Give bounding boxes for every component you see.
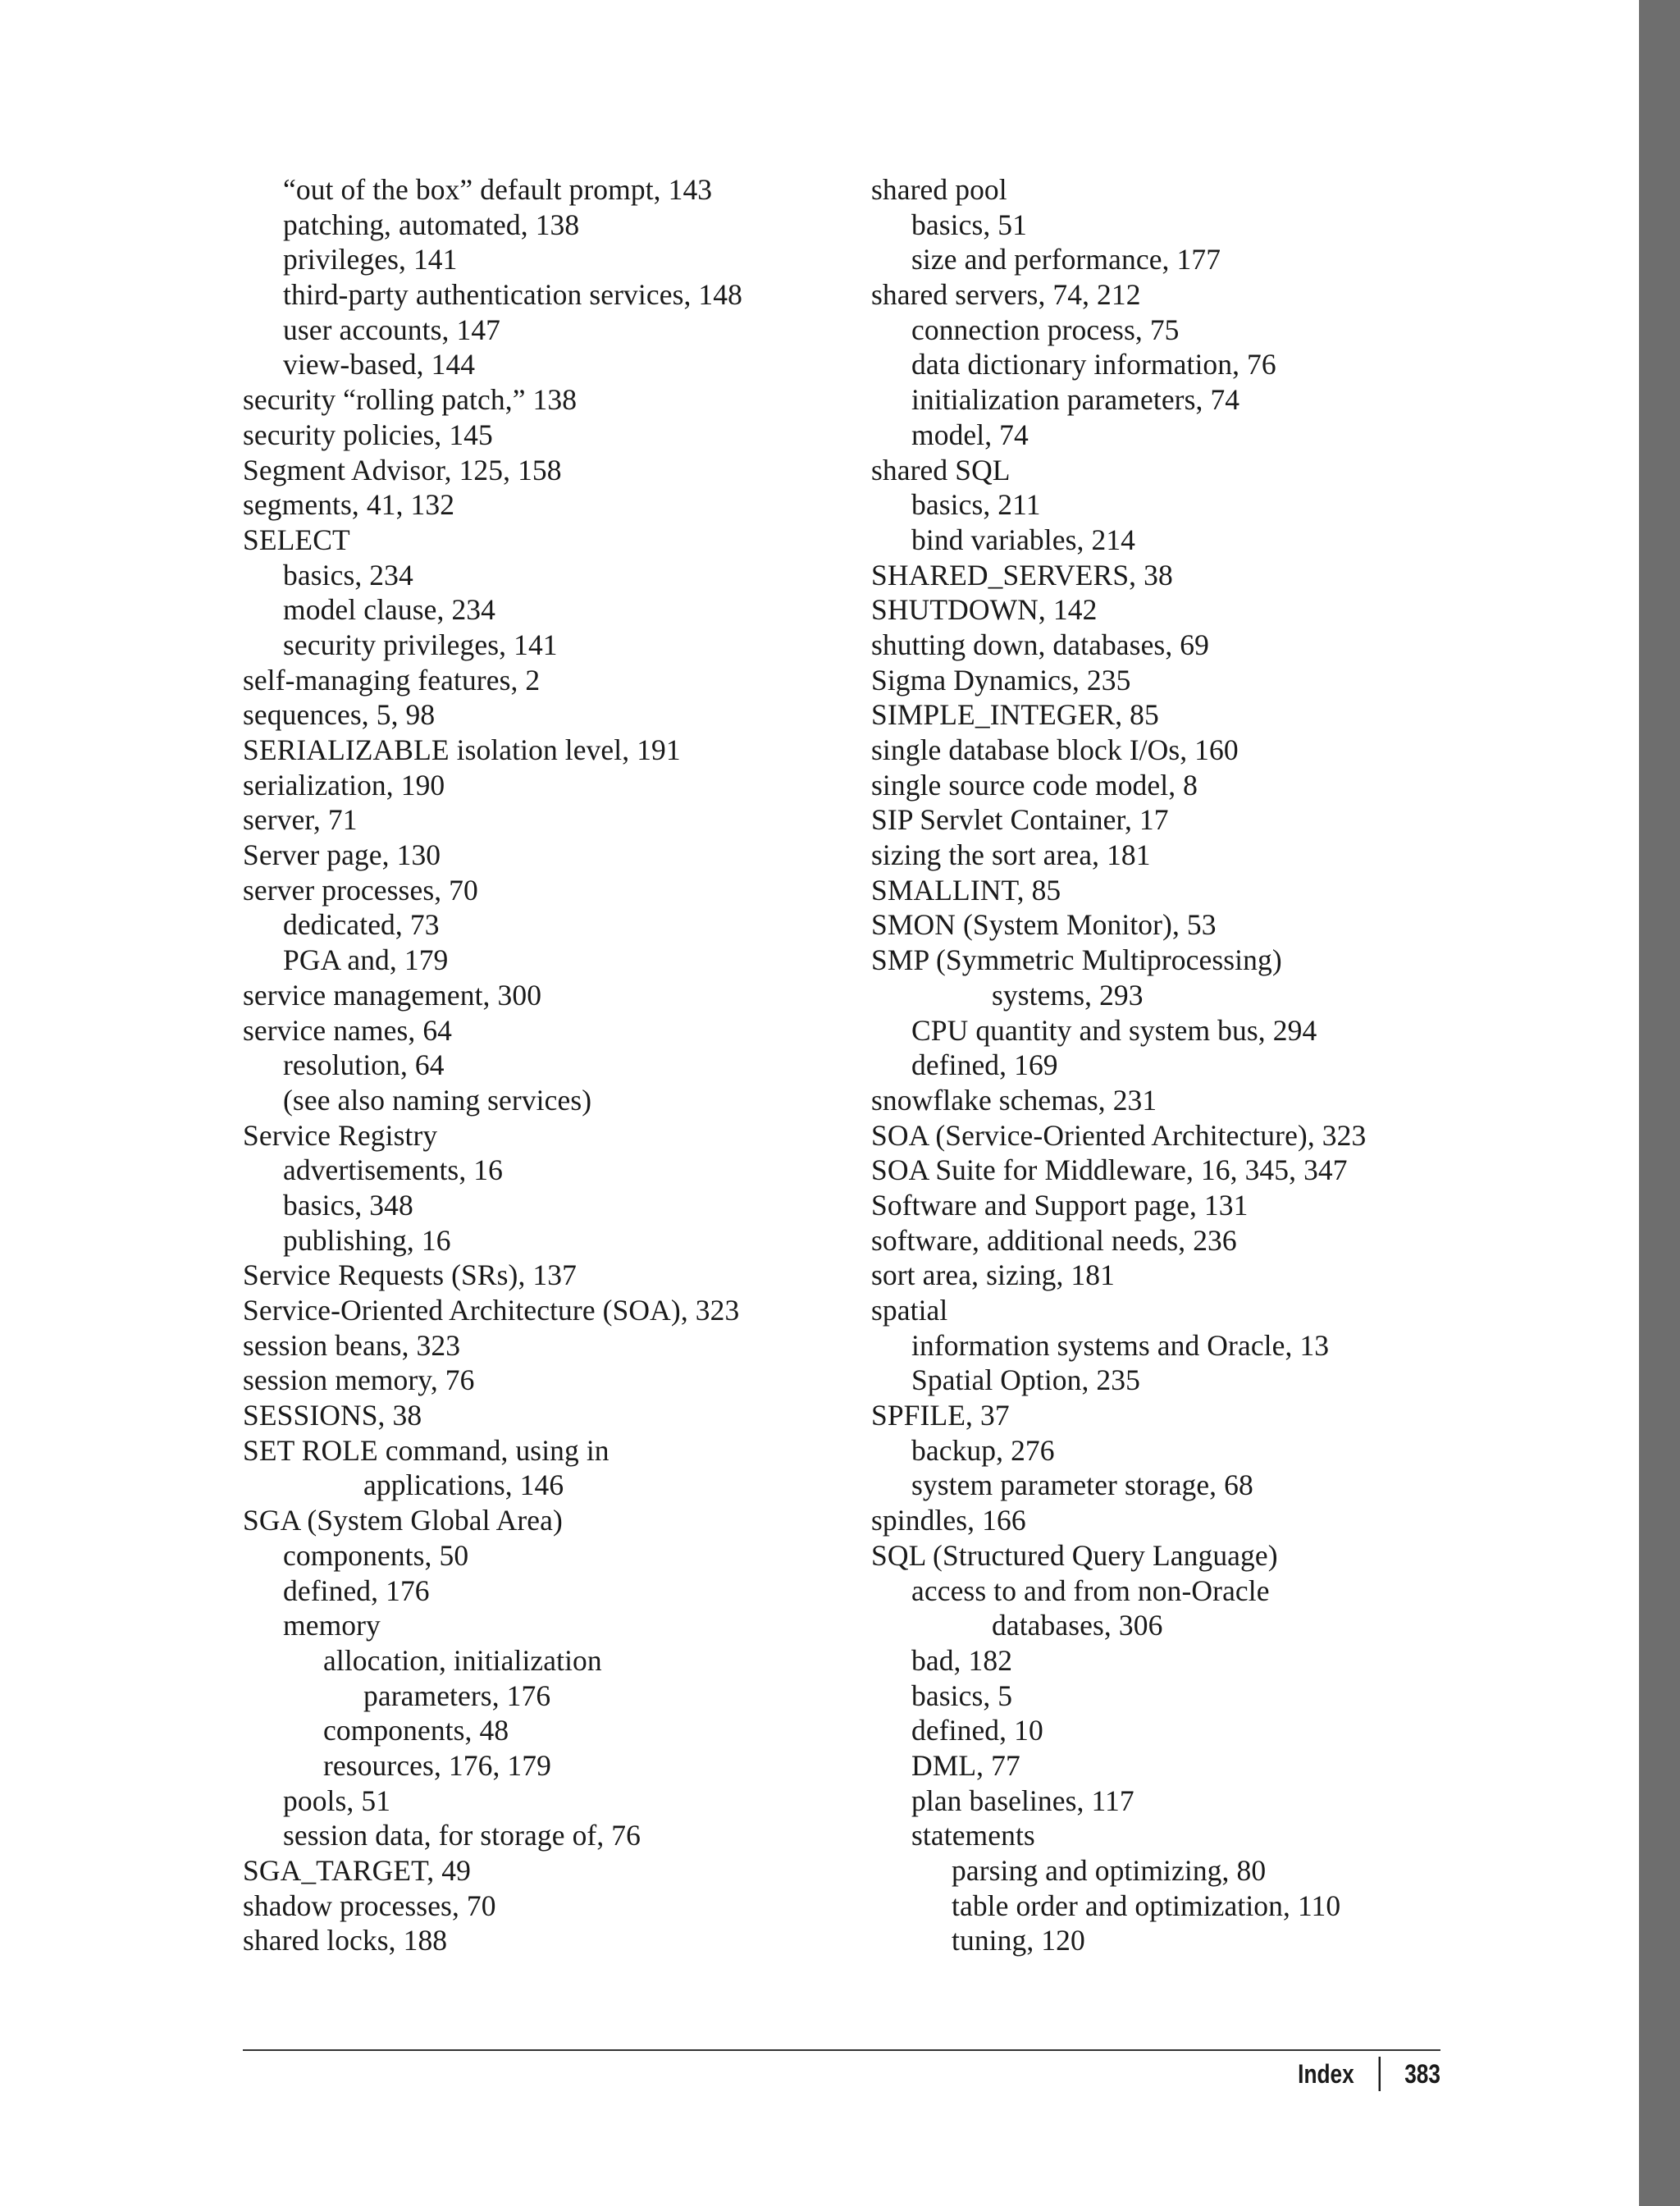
footer-section-label: Index xyxy=(1298,2058,1354,2089)
index-entry: SHARED_SERVERS, 38 xyxy=(871,558,1173,591)
index-entry: spindles, 166 xyxy=(871,1504,1026,1537)
index-entry: Server page, 130 xyxy=(243,838,441,872)
footer-rule xyxy=(243,2049,1440,2051)
index-entry: pools, 51 xyxy=(283,1784,391,1817)
index-entry: bad, 182 xyxy=(911,1643,1013,1677)
index-entry: sort area, sizing, 181 xyxy=(871,1258,1115,1292)
index-entry: shared locks, 188 xyxy=(243,1924,448,1957)
index-entry: sizing the sort area, 181 xyxy=(871,838,1151,872)
index-entry: applications, 146 xyxy=(363,1468,564,1502)
index-entry: Sigma Dynamics, 235 xyxy=(871,663,1131,697)
index-entry: (see also naming services) xyxy=(283,1083,592,1117)
index-entry: SGA_TARGET, 49 xyxy=(243,1854,471,1887)
index-entry: statements xyxy=(911,1819,1035,1852)
index-entry: service names, 64 xyxy=(243,1013,453,1047)
index-entry: information systems and Oracle, 13 xyxy=(911,1328,1330,1362)
index-entry: shared SQL xyxy=(871,453,1011,486)
index-entry: server processes, 70 xyxy=(243,873,478,907)
index-entry: SESSIONS, 38 xyxy=(243,1399,422,1432)
index-entry: Software and Support page, 131 xyxy=(871,1188,1249,1222)
index-entry: security privileges, 141 xyxy=(283,628,558,661)
index-entry: third-party authentication services, 148 xyxy=(283,278,742,312)
index-entry: components, 50 xyxy=(283,1538,469,1572)
index-entry: session data, for storage of, 76 xyxy=(283,1819,641,1852)
index-entry: parameters, 176 xyxy=(363,1678,551,1712)
index-entry: table order and optimization, 110 xyxy=(952,1889,1341,1922)
index-entry: SIMPLE_INTEGER, 85 xyxy=(871,698,1159,732)
index-entry: patching, automated, 138 xyxy=(283,208,580,241)
index-entry: SHUTDOWN, 142 xyxy=(871,593,1098,627)
index-entry: connection process, 75 xyxy=(911,313,1180,346)
index-entry: SQL (Structured Query Language) xyxy=(871,1538,1278,1572)
index-entry: Service Requests (SRs), 137 xyxy=(243,1258,577,1292)
index-entry: plan baselines, 117 xyxy=(911,1784,1134,1817)
index-entry: PGA and, 179 xyxy=(283,943,449,977)
index-entry: view-based, 144 xyxy=(283,348,476,381)
index-entry: allocation, initialization xyxy=(323,1643,602,1677)
index-entry: SGA (System Global Area) xyxy=(243,1504,563,1537)
index-entry: SOA Suite for Middleware, 16, 345, 347 xyxy=(871,1153,1348,1187)
index-entry: basics, 51 xyxy=(911,208,1028,241)
index-entry: snowflake schemas, 231 xyxy=(871,1083,1157,1117)
index-entry: advertisements, 16 xyxy=(283,1153,503,1187)
index-entry: memory xyxy=(283,1609,381,1642)
index-entry: tuning, 120 xyxy=(952,1924,1085,1957)
index-entry: Service-Oriented Architecture (SOA), 323 xyxy=(243,1294,740,1327)
index-entry: shared pool xyxy=(871,173,1007,206)
index-entry: defined, 10 xyxy=(911,1714,1043,1747)
index-entry: DML, 77 xyxy=(911,1748,1020,1782)
index-entry: databases, 306 xyxy=(992,1609,1163,1642)
index-entry: SOA (Service-Oriented Architecture), 323 xyxy=(871,1118,1367,1152)
index-entry: SMALLINT, 85 xyxy=(871,873,1061,907)
index-column-right xyxy=(871,172,1478,1958)
index-entry: spatial xyxy=(871,1294,948,1327)
index-entry: server, 71 xyxy=(243,803,358,837)
index-entry: resolution, 64 xyxy=(283,1048,445,1082)
index-entry: single database block I/Os, 160 xyxy=(871,733,1239,766)
index-entry: SIP Servlet Container, 17 xyxy=(871,803,1169,837)
index-entry: SMP (Symmetric Multiprocessing) xyxy=(871,943,1282,977)
index-entry: “out of the box” default prompt, 143 xyxy=(283,173,713,206)
index-entry: shadow processes, 70 xyxy=(243,1889,496,1922)
index-entry: data dictionary information, 76 xyxy=(911,348,1276,381)
index-entry: basics, 234 xyxy=(283,558,413,591)
index-entry: session memory, 76 xyxy=(243,1363,475,1397)
index-column-left xyxy=(243,172,833,1958)
index-entry: dedicated, 73 xyxy=(283,908,440,942)
index-entry: SPFILE, 37 xyxy=(871,1399,1010,1432)
index-entry: serialization, 190 xyxy=(243,768,445,802)
index-entry: access to and from non-Oracle xyxy=(911,1573,1270,1607)
index-entry: session beans, 323 xyxy=(243,1328,461,1362)
index-entry: defined, 176 xyxy=(283,1573,430,1607)
index-entry: basics, 348 xyxy=(283,1188,413,1222)
index-entry: publishing, 16 xyxy=(283,1223,451,1257)
index-entry: components, 48 xyxy=(323,1714,509,1747)
footer-separator xyxy=(1378,2057,1380,2091)
index-entry: user accounts, 147 xyxy=(283,313,501,346)
index-entry: security policies, 145 xyxy=(243,418,493,451)
index-entry: sequences, 5, 98 xyxy=(243,698,436,732)
index-entry: model clause, 234 xyxy=(283,593,496,627)
index-entry: privileges, 141 xyxy=(283,243,458,276)
index-entry: resources, 176, 179 xyxy=(323,1748,551,1782)
index-entry: self-managing features, 2 xyxy=(243,663,541,697)
index-entry: SET ROLE command, using in xyxy=(243,1433,609,1467)
index-entry: model, 74 xyxy=(911,418,1029,451)
index-entry: software, additional needs, 236 xyxy=(871,1223,1237,1257)
index-entry: SERIALIZABLE isolation level, 191 xyxy=(243,733,681,766)
index-entry: segments, 41, 132 xyxy=(243,488,455,522)
index-entry: defined, 169 xyxy=(911,1048,1058,1082)
index-entry: SMON (System Monitor), 53 xyxy=(871,908,1217,942)
index-entry: Segment Advisor, 125, 158 xyxy=(243,453,562,486)
index-entry: security “rolling patch,” 138 xyxy=(243,383,578,417)
index-entry: Spatial Option, 235 xyxy=(911,1363,1140,1397)
index-entry: single source code model, 8 xyxy=(871,768,1198,802)
index-entry: service management, 300 xyxy=(243,978,542,1012)
index-entry: CPU quantity and system bus, 294 xyxy=(911,1013,1317,1047)
index-entry: shutting down, databases, 69 xyxy=(871,628,1209,661)
index-entry: basics, 5 xyxy=(911,1678,1013,1712)
page-number: 383 xyxy=(1404,2058,1440,2089)
index-entry: shared servers, 74, 212 xyxy=(871,278,1141,312)
index-entry: backup, 276 xyxy=(911,1433,1055,1467)
index-entry: Service Registry xyxy=(243,1118,438,1152)
index-entry: basics, 211 xyxy=(911,488,1041,522)
index-entry: parsing and optimizing, 80 xyxy=(952,1854,1267,1887)
page-edge-bar xyxy=(1639,0,1680,2206)
index-entry: initialization parameters, 74 xyxy=(911,383,1240,417)
index-entry: system parameter storage, 68 xyxy=(911,1468,1253,1502)
index-entry: SELECT xyxy=(243,523,350,556)
index-entry: systems, 293 xyxy=(992,978,1144,1012)
index-entry: size and performance, 177 xyxy=(911,243,1221,276)
page-footer xyxy=(1298,2053,1440,2094)
index-entry: bind variables, 214 xyxy=(911,523,1136,556)
